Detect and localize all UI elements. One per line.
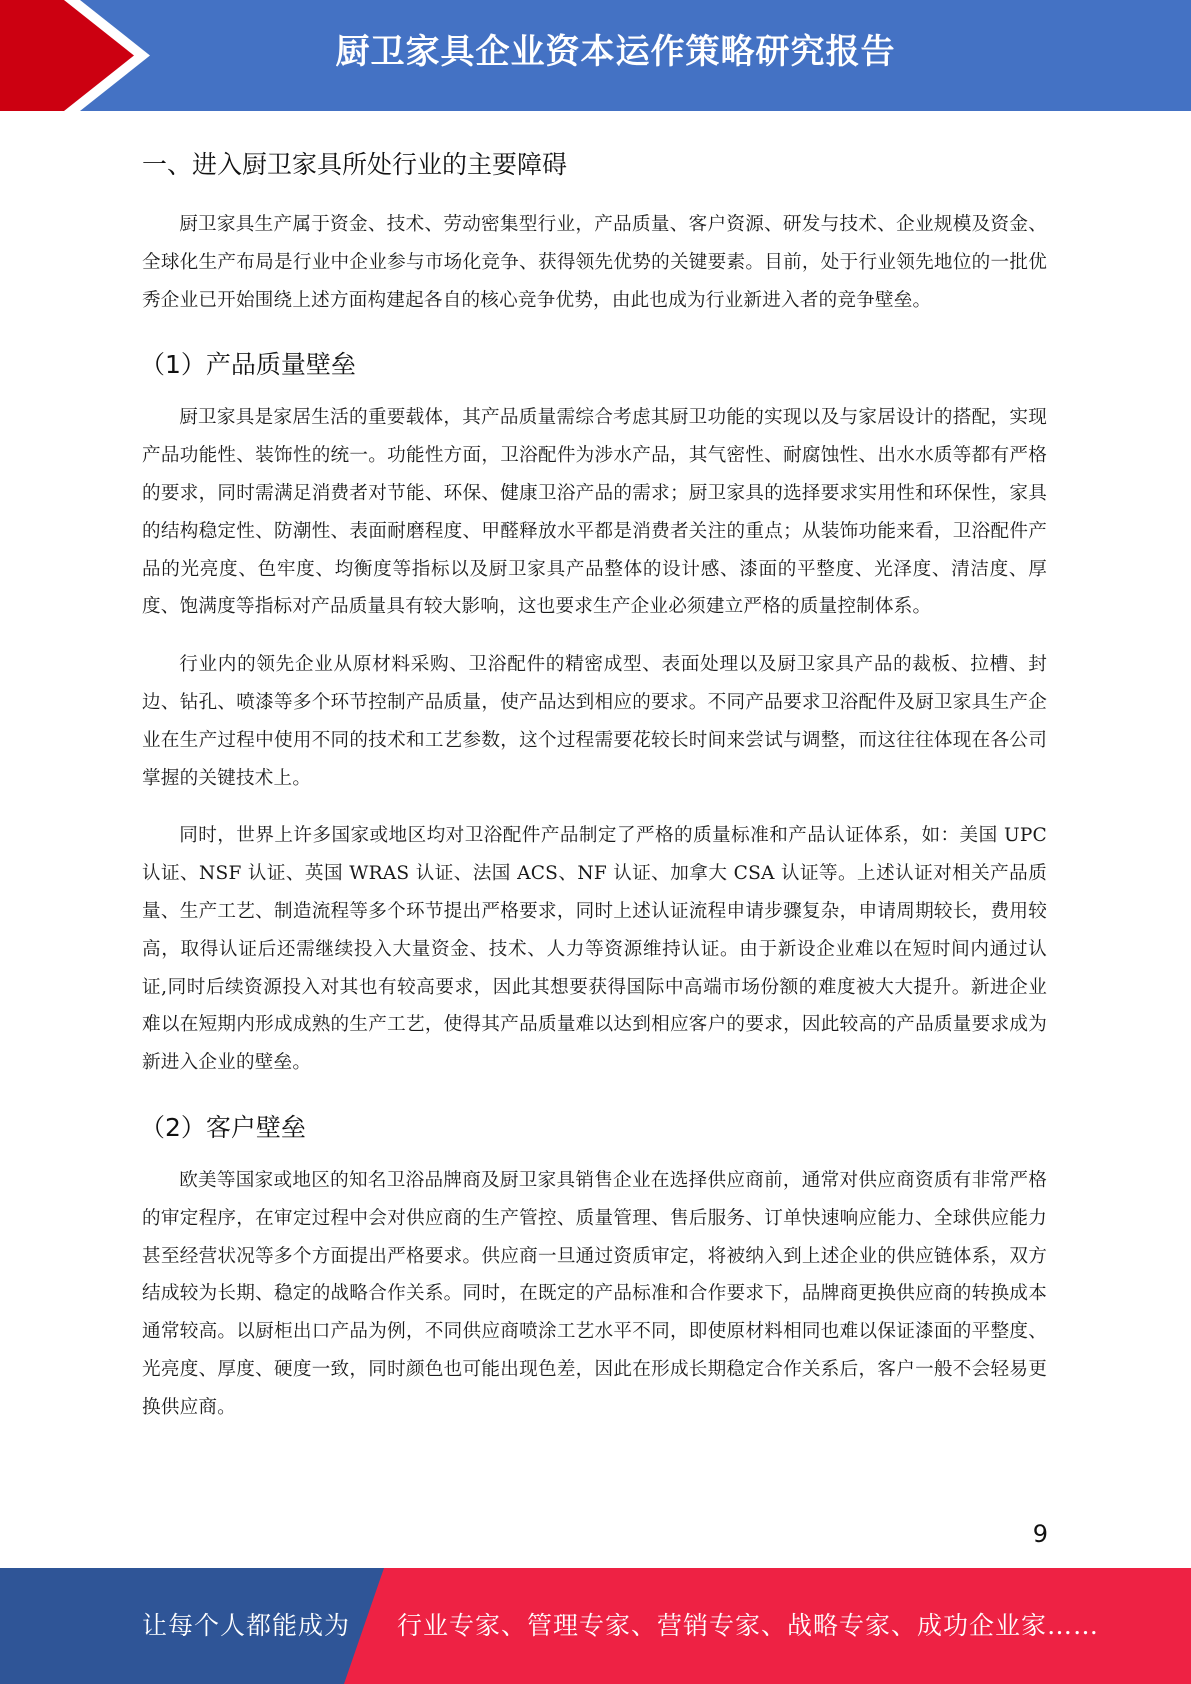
paragraph: 同时，世界上许多国家或地区均对卫浴配件产品制定了严格的质量标准和产品认证体系，如：美国 UPC 认证、NSF 认证、英国 WRAS 认证、法国 ACS、NF 认证、加拿大 CSA 认证等。上述认证对相关产品质量、生产工艺、制造流程等多个环节提出严格要求，同时上述认证流程申请步骤复杂，申请周期较长，费用较高，取得认证后还需继续投入大量资金、技术、人力等资源维持认证。由于新设企业难以在短时间内通过认证,同时后续资源投入对其也有较高要求，因此其想要获得国际中高端市场份额的难度被大大提升。新进企业难以在短期内形成成熟的生产工艺，使得其产品质量难以达到相应客户的要求，因此较高的产品质量要求成为新进入企业的壁垒。 bbox=[142, 825, 1047, 1074]
footer-slogan-right: 行业专家、管理专家、营销专家、战略专家、成功企业家…… bbox=[397, 1611, 1100, 1640]
page-header bbox=[0, 0, 1191, 111]
page-footer bbox=[0, 1568, 1191, 1684]
footer-slogan-left: 让每个人都能成为 bbox=[142, 1611, 351, 1640]
header-arrow-decoration bbox=[0, 0, 160, 111]
subheading-customer: （2）客户壁垒 bbox=[140, 1112, 306, 1142]
page-content bbox=[142, 118, 1047, 1447]
intro-paragraph: 厨卫家具生产属于资金、技术、劳动密集型行业，产品质量、客户资源、研发与技术、企业规模及资金、全球化生产布局是行业中企业参与市场化竞争、获得领先优势的关键要素。目前，处于行业领先地位的一批优秀企业已开始围绕上述方面构建起各自的核心竞争优势，由此也成为行业新进入者的竞争壁垒。 bbox=[142, 214, 1047, 311]
paragraph: 行业内的领先企业从原材料采购、卫浴配件的精密成型、表面处理以及厨卫家具产品的裁板、拉槽、封边、钻孔、喷漆等多个环节控制产品质量，使产品达到相应的要求。不同产品要求卫浴配件及厨卫家具生产企业在生产过程中使用不同的技术和工艺参数，这个过程需要花较长时间来尝试与调整，而这往往体现在各公司掌握的关键技术上。 bbox=[142, 654, 1047, 789]
report-title: 厨卫家具企业资本运作策略研究报告 bbox=[335, 32, 896, 72]
page-number: 9 bbox=[1032, 1520, 1048, 1548]
subheading-product-quality: （1）产品质量壁垒 bbox=[140, 350, 356, 380]
paragraph: 厨卫家具是家居生活的重要载体，其产品质量需综合考虑其厨卫功能的实现以及与家居设计的搭配，实现产品功能性、装饰性的统一。功能性方面，卫浴配件为涉水产品，其气密性、耐腐蚀性、出水水质等都有严格的要求，同时需满足消费者对节能、环保、健康卫浴产品的需求；厨卫家具的选择要求实用性和环保性，家具的结构稳定性、防潮性、表面耐磨程度、甲醛释放水平都是消费者关注的重点；从装饰功能来看，卫浴配件产品的光亮度、色牢度、均衡度等指标以及厨卫家具产品整体的设计感、漆面的平整度、光泽度、清洁度、厚度、饱满度等指标对产品质量具有较大影响，这也要求生产企业必须建立严格的质量控制体系。 bbox=[142, 407, 1047, 618]
section-heading: 一、进入厨卫家具所处行业的主要障碍 bbox=[142, 150, 568, 179]
paragraph: 欧美等国家或地区的知名卫浴品牌商及厨卫家具销售企业在选择供应商前，通常对供应商资质有非常严格的审定程序，在审定过程中会对供应商的生产管控、质量管理、售后服务、订单快速响应能力、全球供应能力甚至经营状况等多个方面提出严格要求。供应商一旦通过资质审定，将被纳入到上述企业的供应链体系，双方结成较为长期、稳定的战略合作关系。同时，在既定的产品标准和合作要求下，品牌商更换供应商的转换成本通常较高。以厨柜出口产品为例，不同供应商喷涂工艺水平不同，即使原材料相同也难以保证漆面的平整度、光亮度、厚度、硬度一致，同时颜色也可能出现色差，因此在形成长期稳定合作关系后，客户一般不会轻易更换供应商。 bbox=[142, 1169, 1047, 1418]
